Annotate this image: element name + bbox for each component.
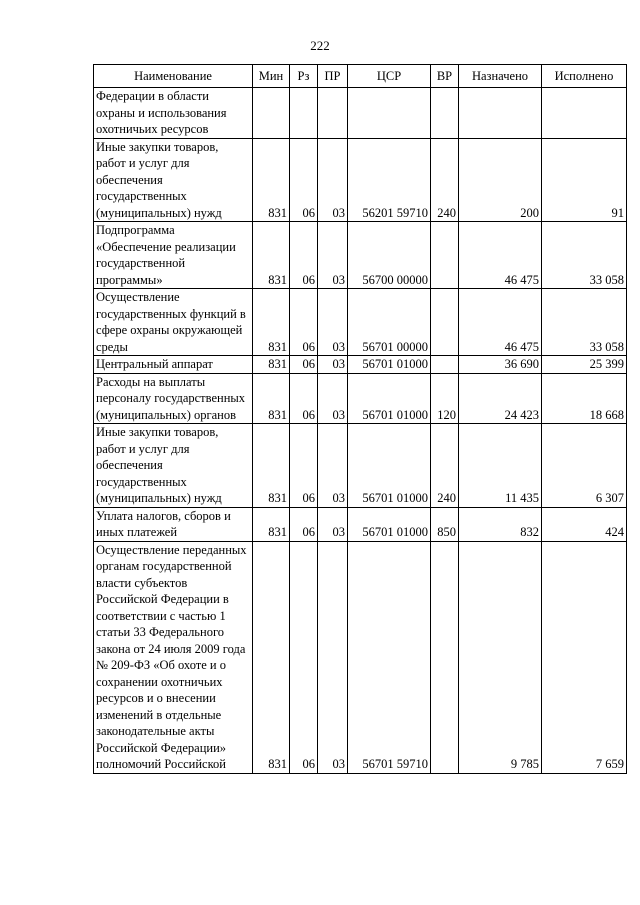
cell-executed: 6 307 [542, 424, 627, 508]
table-row [94, 424, 627, 508]
cell-vr: 240 [431, 138, 459, 222]
cell-planned: 200 [459, 138, 542, 222]
cell-vr [431, 88, 459, 139]
cell-planned [459, 88, 542, 139]
cell-vr: 850 [431, 507, 459, 541]
cell-executed: 25 399 [542, 356, 627, 374]
cell-executed: 424 [542, 507, 627, 541]
cell-name: Федерации в области охраны и использования охотничьих ресурсов [94, 88, 253, 139]
cell-vr [431, 222, 459, 289]
table-row [94, 289, 627, 356]
cell-vr [431, 541, 459, 773]
cell-rz: 06 [290, 138, 318, 222]
cell-rz: 06 [290, 373, 318, 424]
table-row [94, 373, 627, 424]
cell-pr [318, 88, 348, 139]
cell-planned: 46 475 [459, 289, 542, 356]
cell-executed: 18 668 [542, 373, 627, 424]
header-rz: Рз [290, 65, 318, 88]
cell-executed: 7 659 [542, 541, 627, 773]
cell-csr: 56701 01000 [348, 373, 431, 424]
cell-name: Осуществление переданных органам государственной власти субъектов Российской Федерации в соответствии с частью 1 статьи 33 Федерального закона от 24 июля 2009 года № 209-ФЗ «Об охоте и о сохранении охотничьих ресурсов и о внесении изменений в отдельные законодательные акты Российской Федерации» полномочий Российской [94, 541, 253, 773]
cell-csr: 56201 59710 [348, 138, 431, 222]
cell-csr: 56701 59710 [348, 541, 431, 773]
cell-planned: 832 [459, 507, 542, 541]
cell-pr: 03 [318, 289, 348, 356]
cell-min [253, 88, 290, 139]
cell-rz: 06 [290, 541, 318, 773]
cell-name: Подпрограмма «Обеспечение реализации государственной программы» [94, 222, 253, 289]
cell-name: Иные закупки товаров, работ и услуг для обеспечения государственных (муниципальных) нужд [94, 424, 253, 508]
cell-name: Уплата налогов, сборов и иных платежей [94, 507, 253, 541]
header-min: Мин [253, 65, 290, 88]
cell-rz: 06 [290, 507, 318, 541]
cell-planned: 24 423 [459, 373, 542, 424]
cell-rz: 06 [290, 222, 318, 289]
cell-pr: 03 [318, 222, 348, 289]
cell-min: 831 [253, 289, 290, 356]
cell-executed: 33 058 [542, 222, 627, 289]
table-row [94, 356, 627, 374]
page-number: 222 [310, 38, 330, 53]
cell-vr [431, 289, 459, 356]
header-pr: ПР [318, 65, 348, 88]
header-name: Наименование [94, 65, 253, 88]
cell-rz: 06 [290, 356, 318, 374]
cell-executed: 91 [542, 138, 627, 222]
table-row [94, 138, 627, 222]
cell-planned: 36 690 [459, 356, 542, 374]
cell-min: 831 [253, 507, 290, 541]
cell-name: Иные закупки товаров, работ и услуг для обеспечения государственных (муниципальных) нужд [94, 138, 253, 222]
cell-min: 831 [253, 541, 290, 773]
cell-executed [542, 88, 627, 139]
cell-rz: 06 [290, 424, 318, 508]
cell-min: 831 [253, 424, 290, 508]
budget-table [93, 64, 627, 774]
cell-planned: 11 435 [459, 424, 542, 508]
cell-planned: 9 785 [459, 541, 542, 773]
cell-pr: 03 [318, 541, 348, 773]
cell-planned: 46 475 [459, 222, 542, 289]
cell-pr: 03 [318, 138, 348, 222]
cell-executed: 33 058 [542, 289, 627, 356]
cell-csr: 56700 00000 [348, 222, 431, 289]
cell-csr: 56701 01000 [348, 424, 431, 508]
cell-name: Расходы на выплаты персоналу государственных (муниципальных) органов [94, 373, 253, 424]
cell-pr: 03 [318, 424, 348, 508]
cell-pr: 03 [318, 356, 348, 374]
table-header-row [94, 65, 627, 88]
table-row [94, 541, 627, 773]
header-csr: ЦСР [348, 65, 431, 88]
header-planned: Назначено [459, 65, 542, 88]
cell-min: 831 [253, 222, 290, 289]
cell-csr [348, 88, 431, 139]
cell-vr: 120 [431, 373, 459, 424]
cell-min: 831 [253, 138, 290, 222]
cell-name: Центральный аппарат [94, 356, 253, 374]
cell-min: 831 [253, 373, 290, 424]
cell-rz [290, 88, 318, 139]
cell-vr [431, 356, 459, 374]
table-row [94, 507, 627, 541]
cell-name: Осуществление государственных функций в сфере охраны окружающей среды [94, 289, 253, 356]
cell-vr: 240 [431, 424, 459, 508]
cell-csr: 56701 01000 [348, 507, 431, 541]
cell-csr: 56701 01000 [348, 356, 431, 374]
header-vr: ВР [431, 65, 459, 88]
cell-pr: 03 [318, 507, 348, 541]
cell-pr: 03 [318, 373, 348, 424]
header-executed: Исполнено [542, 65, 627, 88]
table-row [94, 88, 627, 139]
cell-rz: 06 [290, 289, 318, 356]
cell-min: 831 [253, 356, 290, 374]
table-row [94, 222, 627, 289]
cell-csr: 56701 00000 [348, 289, 431, 356]
